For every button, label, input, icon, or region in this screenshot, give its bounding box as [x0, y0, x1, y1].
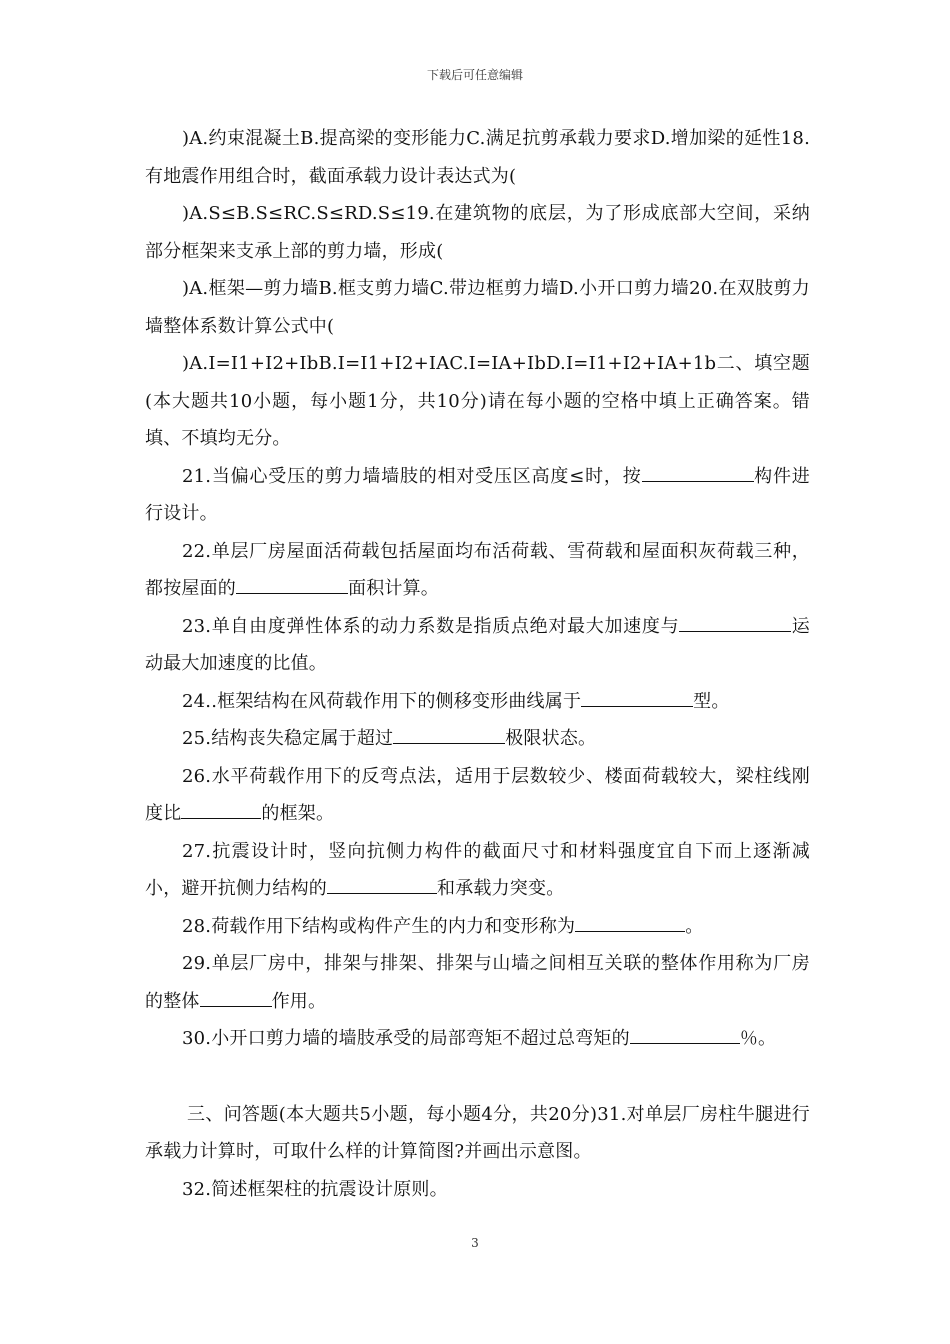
question-22 [145, 533, 810, 608]
question-text: 29.单层厂房中，排架与排架、排架与山墙之间相互关联的整体作用称为厂房的整体 [145, 953, 810, 1012]
answer-blank [679, 612, 791, 632]
answer-blank [630, 1024, 740, 1044]
question-text: 极限状态。 [505, 728, 597, 749]
answer-blank [236, 574, 348, 594]
question-text: 26.水平荷载作用下的反弯点法，适用于层数较少、楼面荷载较大，梁柱线刚度比 [145, 765, 810, 824]
question-32: 32.简述框架柱的抗震设计原则。 [182, 1178, 448, 1200]
question-27 [145, 833, 810, 908]
answer-blank [581, 687, 693, 707]
question-text: 28.荷载作用下结构或构件产生的内力和变形称为 [182, 915, 576, 937]
question-text: 30.小开口剪力墙的墙肢承受的局部弯矩不超过总弯矩的 [182, 1028, 630, 1049]
question-26 [145, 758, 810, 833]
question-text: 作用。 [271, 990, 327, 1012]
page-number: 3 [471, 1236, 479, 1250]
question-text: 。 [685, 915, 704, 937]
question-28 [145, 908, 810, 946]
question-text: 面积计算。 [348, 578, 439, 599]
question-text: 23.单自由度弹性体系的动力系数是指质点绝对最大加速度与 [182, 615, 680, 637]
question-text: 运动最大加速度的比值。 [145, 615, 810, 674]
question-text: 的框架。 [261, 803, 335, 824]
question-text: 构件进行设计。 [145, 465, 810, 524]
question-25 [145, 720, 810, 758]
question-23 [145, 608, 810, 683]
answer-blank [642, 462, 754, 482]
section-3-heading: 三、问答题(本大题共5小题，每小题4分，共20分)31.对单层厂房柱牛腿进行承载力计算时，可取什么样的计算简图?并画出示意图。 [145, 1103, 810, 1162]
question-text: 25.结构丧失稳定属于超过 [182, 728, 394, 749]
answer-blank [327, 874, 437, 894]
question-text: 22.单层厂房屋面活荷载包括屋面均布活荷载、雪荷载和屋面积灰荷载三种，都按屋面的 [145, 540, 810, 599]
question-21 [145, 458, 810, 533]
question-24 [145, 683, 810, 721]
answer-blank [181, 799, 261, 819]
paragraph-q19-options: )A.框架—剪力墙B.框支剪力墙C.带边框剪力墙D.小开口剪力墙20.在双肢剪力墙整体系数计算公式中( [145, 278, 810, 337]
answer-blank [575, 912, 685, 932]
answer-blank [393, 724, 505, 744]
document-body [145, 120, 810, 1208]
answer-blank [200, 987, 272, 1007]
paragraph-q20-options: )A.I=I1+I2+IbB.I=I1+I2+IAC.I=IA+IbD.I=I1+I2+IA+1b二、填空题(本大题共10小题，每小题1分，共10分)请在每小题的空格中填上正确答案。错填、不填均无分。 [145, 353, 810, 449]
question-text: 和承载力突变。 [437, 878, 565, 899]
page-header: 下载后可任意编辑 [426, 68, 523, 82]
paragraph-q18-options: )A.S≤B.S≤RC.S≤RD.S≤19.在建筑物的底层，为了形成底部大空间，采纳部分框架来支承上部的剪力墙，形成( [145, 203, 810, 262]
paragraph-q17-options: )A.约束混凝土B.提高梁的变形能力C.满足抗剪承载力要求D.增加梁的延性18.有地震作用组合时，截面承载力设计表达式为( [145, 128, 810, 187]
question-text: 27.抗震设计时，竖向抗侧力构件的截面尺寸和材料强度宜自下而上逐渐减小，避开抗侧力结构的 [145, 840, 810, 899]
question-text: 24..框架结构在风荷载作用下的侧移变形曲线属于 [182, 690, 582, 712]
question-text: ％。 [739, 1028, 777, 1049]
question-text: 21.当偏心受压的剪力墙墙肢的相对受压区高度≤时，按 [182, 465, 642, 487]
question-29 [145, 945, 810, 1020]
question-30 [145, 1020, 810, 1058]
question-text: 型。 [693, 690, 730, 712]
